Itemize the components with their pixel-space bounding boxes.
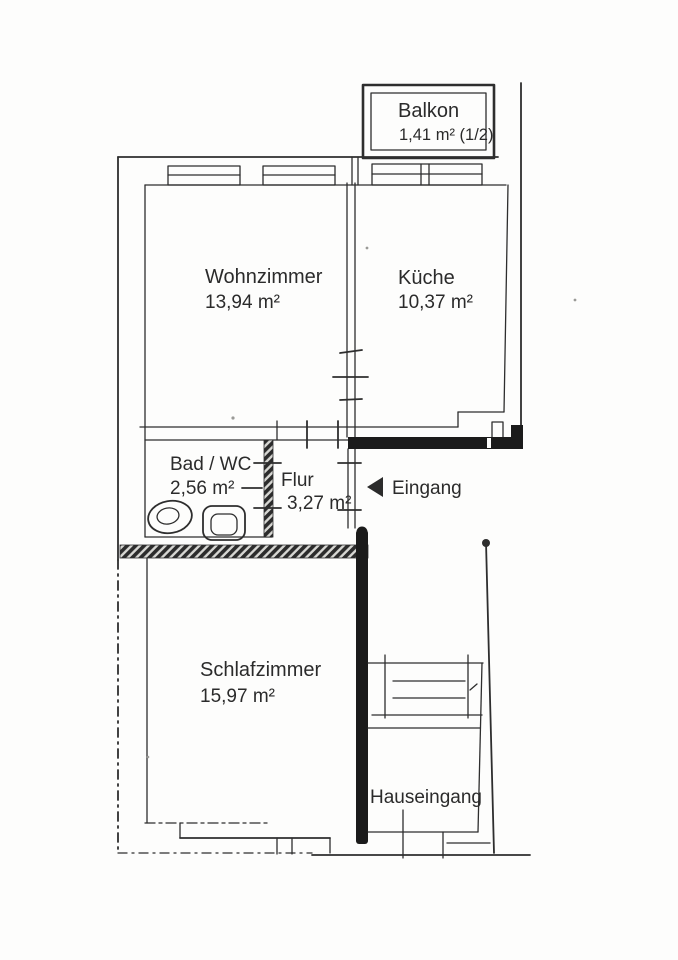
hatched-wall-band <box>120 545 368 558</box>
schlafzimmer-area: 15,97 m² <box>200 686 275 707</box>
bad-wc-room <box>145 440 281 540</box>
north-wall-windows <box>145 157 506 185</box>
balkon-room <box>363 85 494 158</box>
sink-icon <box>146 497 195 536</box>
interior-divider-wall <box>333 183 368 528</box>
flur-area: 3,27 m² <box>287 493 352 514</box>
hauseingang-area <box>368 787 490 858</box>
wohnzimmer-label: Wohnzimmer <box>205 266 323 288</box>
entrance-arrow-icon <box>367 477 383 497</box>
kueche-area: 10,37 m² <box>398 292 473 313</box>
flur-room <box>281 470 351 514</box>
wohnzimmer-area: 13,94 m² <box>205 292 280 313</box>
eingang-label: Eingang <box>392 478 462 499</box>
balkon-label: Balkon <box>398 100 460 122</box>
bad-wc-area: 2,56 m² <box>170 478 235 499</box>
bad-wc-label: Bad / WC <box>170 454 252 475</box>
kueche-room <box>398 185 508 437</box>
solid-wall-vertical <box>356 527 368 845</box>
window-icon <box>263 166 335 185</box>
flur-label: Flur <box>281 470 314 491</box>
schlafzimmer-room <box>145 558 330 854</box>
schlafzimmer-label: Schlafzimmer <box>200 659 322 681</box>
window-icon <box>180 823 330 854</box>
hauseingang-label: Hauseingang <box>370 787 482 808</box>
toilet-icon <box>203 506 245 540</box>
entrance-marker <box>367 477 462 499</box>
kueche-label: Küche <box>398 267 455 289</box>
window-icon <box>168 166 240 185</box>
solid-wall-horizontal <box>348 425 523 449</box>
balkon-area: 1,41 m² (1/2) <box>399 126 494 144</box>
balcony-door-window-icon <box>372 164 482 185</box>
